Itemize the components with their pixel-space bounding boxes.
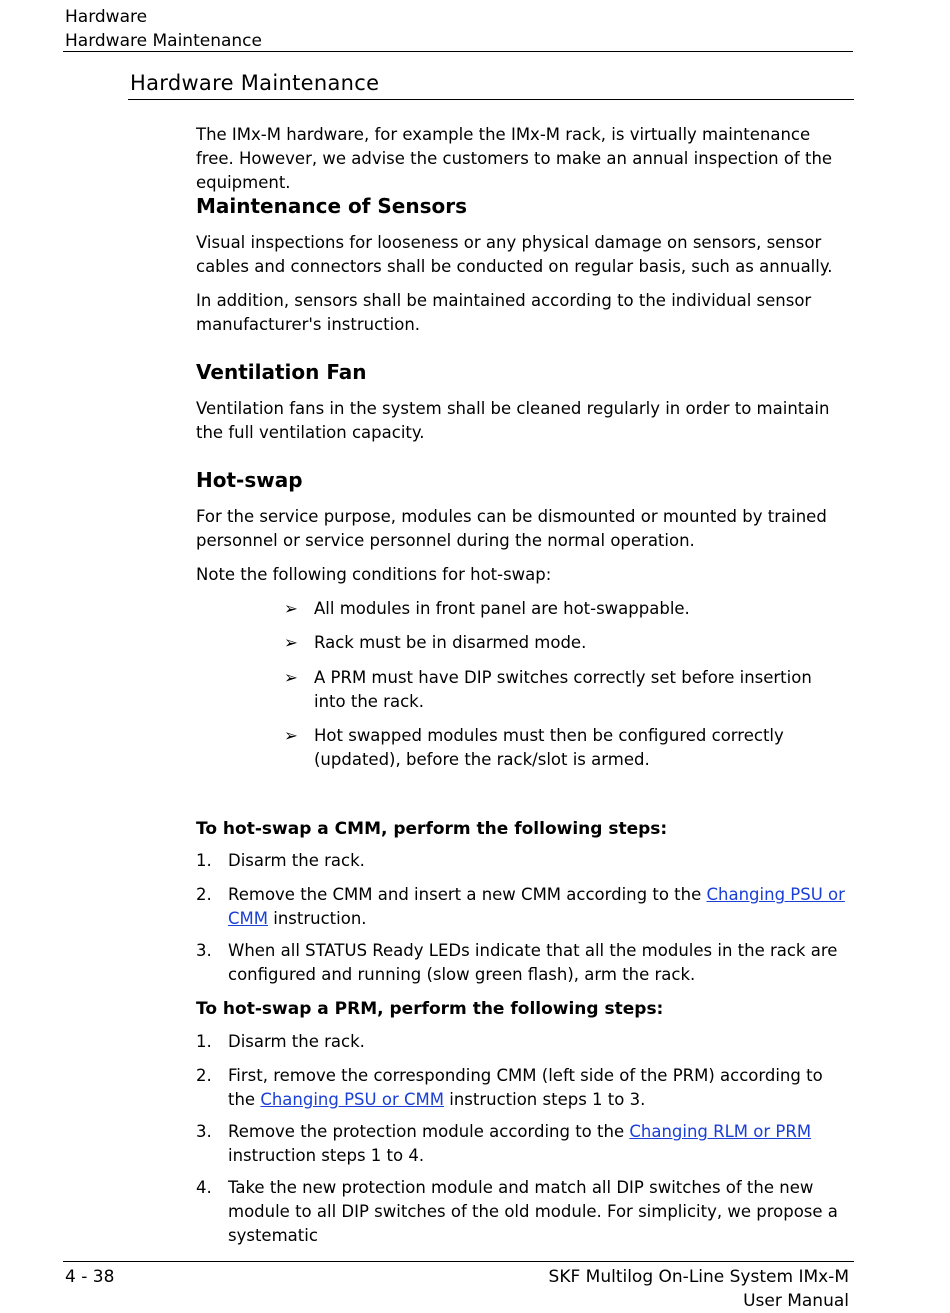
intro-paragraph: The IMx-M hardware, for example the IMx-M rack, is virtually maintenance free. However, we advise the customers to make an annual inspection of the equipment. <box>196 125 833 192</box>
cmm-step <box>196 939 846 987</box>
step-number: 3. <box>196 941 212 960</box>
heading-hot-swap: Hot-swap <box>196 468 303 492</box>
step-number: 3. <box>196 1122 212 1141</box>
cmm-step <box>196 883 846 931</box>
step-text <box>196 1064 846 1112</box>
step-number: 2. <box>196 885 212 904</box>
step-number: 1. <box>196 1032 212 1051</box>
hotswap-paragraph-1: For the service purpose, modules can be dismounted or mounted by trained personnel or service personnel during the normal operation. <box>196 507 827 550</box>
prm-procedure-title: To hot-swap a PRM, perform the following steps: <box>196 999 664 1019</box>
title-rule <box>128 99 854 100</box>
changing-psu-or-cmm-link[interactable]: Changing PSU or CMM <box>260 1090 444 1109</box>
prm-step <box>196 1176 846 1248</box>
step-text: When all STATUS Ready LEDs indicate that all the modules in the rack are configured and running (slow green flash), arm the rack. <box>228 941 838 984</box>
condition-text: Rack must be in disarmed mode. <box>314 633 587 652</box>
footer-product: SKF Multilog On-Line System IMx-M <box>548 1267 849 1287</box>
arrow-bullet-icon: ➢ <box>284 668 298 687</box>
step-number: 1. <box>196 851 212 870</box>
hotswap-paragraph-2: Note the following conditions for hot-swap: <box>196 565 552 584</box>
heading-ventilation-fan: Ventilation Fan <box>196 360 367 384</box>
step-text: Take the new protection module and match all DIP switches of the new module to all DIP switches of the old module. For simplicity, we propose a systematic <box>228 1178 838 1245</box>
fan-paragraph: Ventilation fans in the system shall be cleaned regularly in order to maintain the full ventilation capacity. <box>196 399 830 442</box>
condition-bullet <box>284 597 824 621</box>
condition-bullet <box>284 724 824 772</box>
changing-rlm-or-prm-link[interactable]: Changing RLM or PRM <box>629 1122 812 1141</box>
condition-text: A PRM must have DIP switches correctly set before insertion into the rack. <box>314 668 812 711</box>
header-rule <box>63 51 853 52</box>
step-text <box>196 883 846 931</box>
prm-step <box>196 1030 846 1054</box>
page-number: 4 - 38 <box>65 1267 115 1287</box>
step-text-pre: Remove the CMM and insert a new CMM according to the <box>228 885 707 904</box>
header-section: Hardware Maintenance <box>65 31 262 51</box>
footer-rule <box>63 1261 854 1262</box>
condition-text: Hot swapped modules must then be configured correctly (updated), before the rack/slot is armed. <box>314 726 784 769</box>
changing-psu-or-cmm-link[interactable]: Changing PSU or CMM <box>228 885 845 928</box>
running-header <box>65 5 262 53</box>
condition-bullet <box>284 631 824 655</box>
prm-step <box>196 1120 846 1168</box>
step-text-post: instruction steps 1 to 3. <box>443 1090 646 1109</box>
cmm-step <box>196 849 846 873</box>
step-text-pre: First, remove the corresponding CMM (left side of the PRM) according to the <box>228 1066 823 1109</box>
sensors-paragraph-1: Visual inspections for looseness or any physical damage on sensors, sensor cables and connectors shall be conducted on regular basis, such as annually. <box>196 233 833 276</box>
arrow-bullet-icon: ➢ <box>284 633 298 652</box>
step-number: 4. <box>196 1178 212 1197</box>
page-title: Hardware Maintenance <box>130 71 380 95</box>
step-number: 2. <box>196 1066 212 1085</box>
arrow-bullet-icon: ➢ <box>284 599 298 618</box>
prm-step <box>196 1064 846 1112</box>
condition-text: All modules in front panel are hot-swappable. <box>314 599 690 618</box>
arrow-bullet-icon: ➢ <box>284 726 298 745</box>
condition-bullet <box>284 666 824 714</box>
cmm-procedure-title: To hot-swap a CMM, perform the following steps: <box>196 819 668 839</box>
heading-sensors: Maintenance of Sensors <box>196 194 467 218</box>
step-text <box>196 1120 846 1168</box>
step-text: Disarm the rack. <box>228 1032 365 1051</box>
step-text-post: instruction. <box>268 909 367 928</box>
step-text: Disarm the rack. <box>228 851 365 870</box>
step-text-pre: Remove the protection module according to the <box>228 1122 630 1141</box>
footer-doc-type: User Manual <box>743 1291 849 1311</box>
step-text-post: instruction steps 1 to 4. <box>228 1146 425 1165</box>
sensors-paragraph-2: In addition, sensors shall be maintained according to the individual sensor manufacturer's instruction. <box>196 291 812 334</box>
header-chapter: Hardware <box>65 7 148 27</box>
